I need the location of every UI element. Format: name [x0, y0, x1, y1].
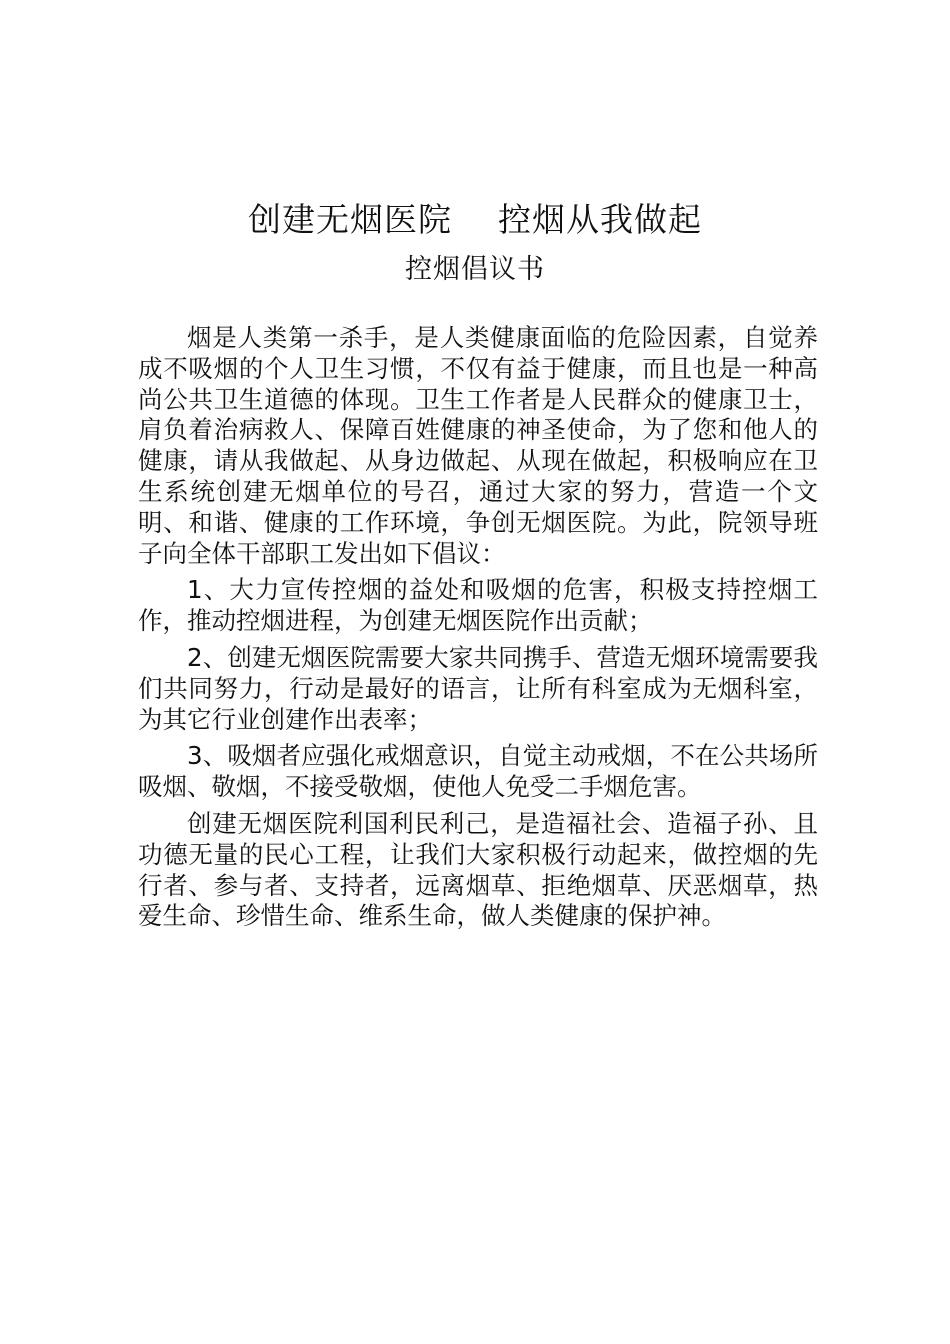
document-title: 创建无烟医院 控烟从我做起	[248, 200, 702, 239]
proposal-item-2: 2、创建无烟医院需要大家共同携手、营造无烟环境需要我们共同努力，行动是最好的语言，让所有科室成为无烟科室，为其它行业创建作出表率；	[138, 642, 818, 734]
closing-paragraph: 创建无烟医院利国利民利己，是造福社会、造福子孙、且功德无量的民心工程，让我们大家积极行动起来，做控烟的先行者、参与者、支持者，远离烟草、拒绝烟草、厌恶烟草，热爱生命、珍惜生命、维系生命，做人类健康的保护神。	[138, 808, 818, 931]
document-body	[138, 323, 818, 938]
proposal-item-1: 1、大力宣传控烟的益处和吸烟的危害，积极支持控烟工作，推动控烟进程，为创建无烟医院作出贡献；	[138, 575, 818, 636]
document-subtitle: 控烟倡议书	[405, 254, 545, 285]
proposal-item-3: 3、吸烟者应强化戒烟意识，自觉主动戒烟，不在公共场所吸烟、敬烟，不接受敬烟，使他人免受二手烟危害。	[138, 741, 818, 802]
intro-paragraph: 烟是人类第一杀手，是人类健康面临的危险因素，自觉养成不吸烟的个人卫生习惯，不仅有益于健康，而且也是一种高尚公共卫生道德的体现。卫生工作者是人民群众的健康卫士，肩负着治病救人、保障百姓健康的神圣使命，为了您和他人的健康，请从我做起、从身边做起、从现在做起，积极响应在卫生系统创建无烟单位的号召，通过大家的努力，营造一个文明、和谐、健康的工作环境，争创无烟医院。为此，院领导班子向全体干部职工发出如下倡议：	[138, 323, 818, 568]
